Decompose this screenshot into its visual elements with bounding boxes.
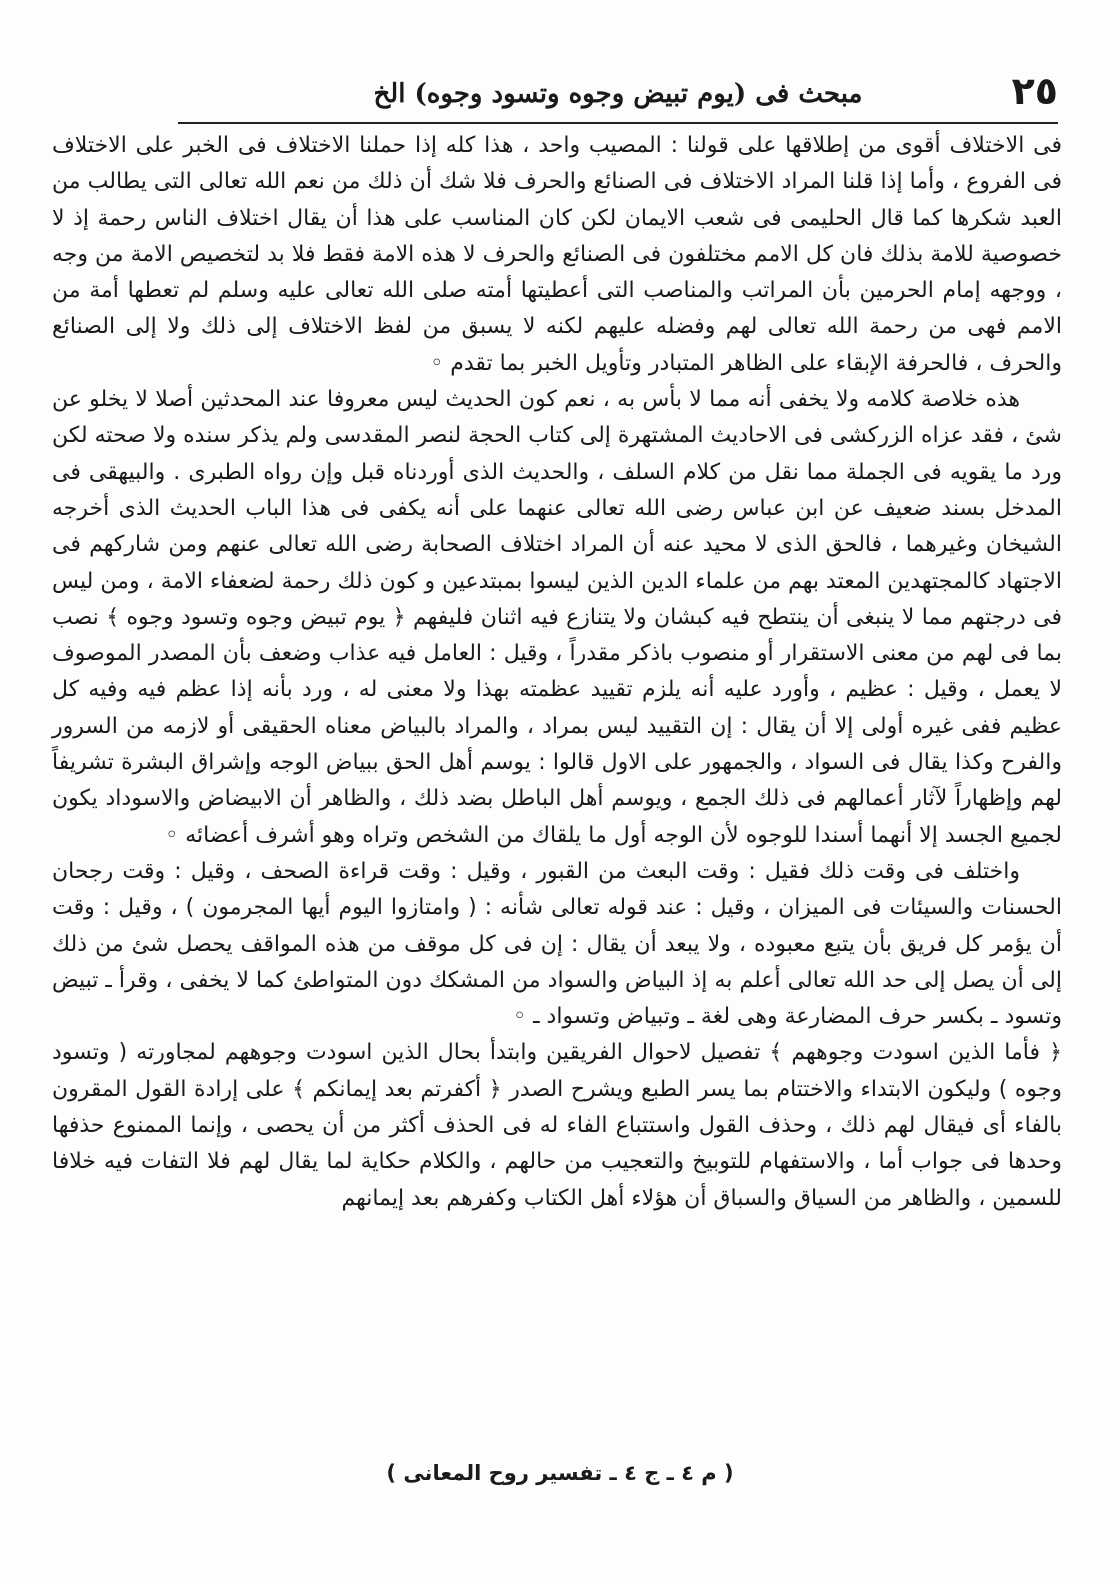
paragraph: واختلف فى وقت ذلك فقيل : وقت البعث من القبور ، وقيل : وقت قراءة الصحف ، وقيل : وقت رجحان الحسنات والسيئات فى الميزان ، وقيل : عند قوله تعالى شأنه : ( وامتازوا اليوم أيها المجرمون ) ، وقيل : وقت أن يؤمر كل فريق بأن يتبع معبوده ، ولا يبعد أن يقال : إن فى كل موقف من هذه المواقف يحصل شئ من ذلك إلى أن يصل إلى حد الله تعالى أعلم به إذ البياض والسواد من المشكك دون المتواطئ كما لا يخفى ، وقرأ ـ تبيض وتسود ـ بكسر حرف المضارعة وهى لغة ـ وتبياض وتسواد ـ ◦ bbox=[52, 858, 1062, 1030]
page-number: ٢٥ bbox=[1011, 69, 1058, 113]
footer-signature: ( م ٤ ـ ج ٤ ـ تفسير روح المعانى ) bbox=[386, 1461, 734, 1485]
paragraph: ﴿ فأما الذين اسودت وجوههم ﴾ تفصيل لاحوال الفريقين وابتدأ بحال الذين اسودت وجوههم لمجاورته ( وتسود وجوه ) وليكون الابتداء والاختتام بما يسر الطبع ويشرح الصدر ﴿ أكفرتم بعد إيمانكم ﴾ على إرادة القول المقرون بالفاء أى فيقال لهم ذلك ، وحذف القول واستتباع الفاء له فى الحذف أكثر من أن يحصى ، وإنما الممنوع حذفها وحدها فى جواب أما ، والاستفهام للتوبيخ والتعجيب من حالهم ، والكلام حكاية لما يقال لهم فلا التفات فيه خلافا للسمين ، والظاهر من السياق والسباق أن هؤلاء أهل الكتاب وكفرهم بعد إيمانهم bbox=[52, 1040, 1062, 1211]
paragraph: فى الاختلاف أقوى من إطلاقها على قولنا : المصيب واحد ، هذا كله إذا حملنا الاختلاف فى الخبر على الاختلاف فى الفروع ، وأما إذا قلنا المراد الاختلاف فى الصنائع والحرف فلا شك أن ذلك من نعم الله تعالى التى يطالب من العبد شكرها كما قال الحليمى فى شعب الايمان لكن كان المناسب على هذا أن يقال اختلاف الناس رحمة إذ لا خصوصية للامة بذلك فان كل الامم مختلفون فى الصنائع والحرف لا هذه الامة فقط فلا بد لتخصيص الامة من وجه ، ووجهه إمام الحرمين بأن المراتب والمناصب التى أعطيتها أمته صلى الله تعالى عليه وسلم لم تعطها أمة من الامم فهى من رحمة الله تعالى لهم وفضله عليهم لكنه لا يسبق من لفظ الاختلاف إلى ذلك ولا إلى الصنائع والحرف ، فالحرفة الإبقاء على الظاهر المتبادر وتأويل الخبر بما تقدم ◦ bbox=[52, 133, 1062, 376]
header-rule bbox=[178, 122, 1058, 124]
running-title: مبحث فى (يوم تبيض وجوه وتسود وجوه) الخ bbox=[373, 79, 863, 109]
paragraph: هذه خلاصة كلامه ولا يخفى أنه مما لا بأس به ، نعم كون الحديث ليس معروفا عند المحدثين أصلا لا يخلو عن شئ ، فقد عزاه الزركشى فى الاحاديث المشتهرة إلى كتاب الحجة لنصر المقدسى ولم يذكر سنده ولا صحته لكن ورد ما يقويه فى الجملة مما نقل من كلام السلف ، والحديث الذى أوردناه قبل وإن رواه الطبرى . والبيهقى فى المدخل بسند ضعيف عن ابن عباس رضى الله تعالى عنهما على أنه يكفى فى هذا الباب الحديث الذى أخرجه الشيخان وغيرهما ، فالحق الذى لا محيد عنه أن المراد اختلاف الصحابة رضى الله تعالى عنهم ومن شاركهم فى الاجتهاد كالمجتهدين المعتد بهم من علماء الدين الذين ليسوا بمبتدعين و كون ذلك رحمة لضعفاء الامة ، ومن ليس فى درجتهم مما لا ينبغى أن ينتطح فيه كبشان ولا يتنازع فيه اثنان فليفهم ﴿ يوم تبيض وجوه وتسود وجوه ﴾ نصب بما فى لهم من معنى الاستقرار أو منصوب باذكر مقدراً ، وقيل : العامل فيه عذاب وضعف بأن المصدر الموصوف لا يعمل ، وقيل : عظيم ، وأورد عليه أنه يلزم تقييد عظمته بهذا ولا معنى له ، ورد بأنه إذا عظم فيه وفيه كل عظيم ففى غيره أولى إلا أن يقال : إن التقييد ليس بمراد ، والمراد بالبياض معناه الحقيقى أو لازمه من السرور والفرح وكذا يقال فى السواد ، والجمهور على الاول قالوا : يوسم أهل الحق ببياض الوجه وإشراق البشرة تشريفاً لهم وإظهاراً لآثار أعمالهم فى ذلك الجمع ، ويوسم أهل الباطل بضد ذلك ، والظاهر أن الابيضاض والاسوداد يكون لجميع الجسد إلا أنهما أسندا للوجوه لأن الوجه أول ما يلقاك من الشخص وتراه وهو أشرف أعضائه ◦ bbox=[52, 387, 1062, 848]
page-header bbox=[178, 68, 1058, 124]
body-text bbox=[52, 128, 1062, 1217]
